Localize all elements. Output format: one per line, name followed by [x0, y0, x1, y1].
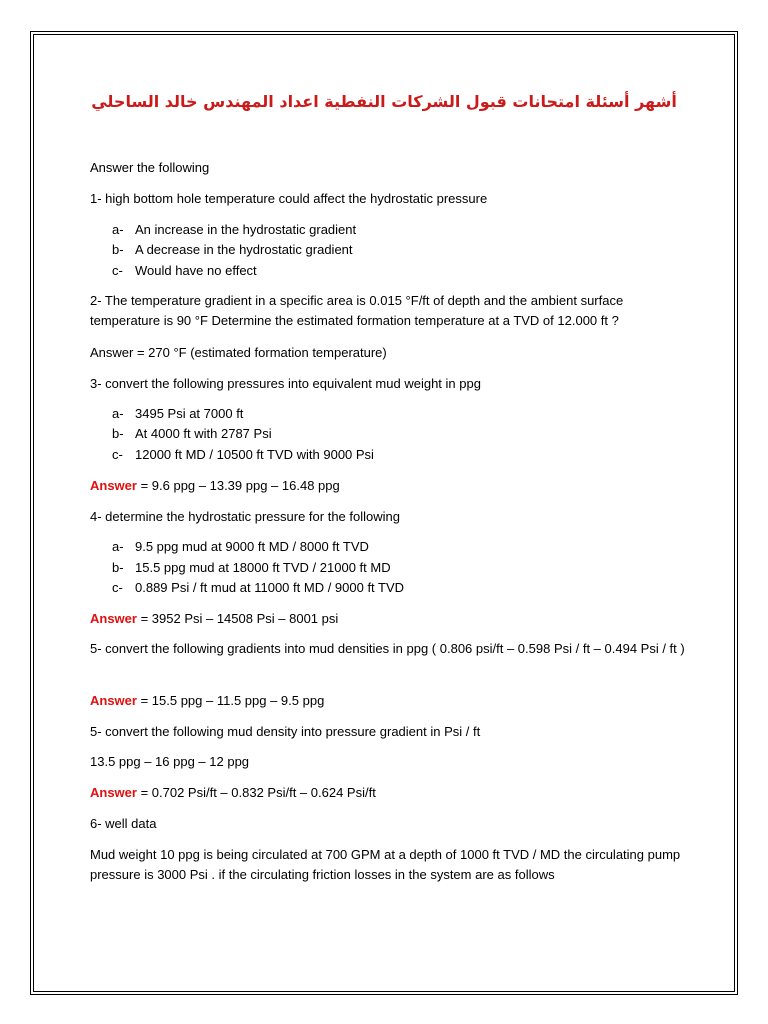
option-label: a-	[112, 539, 124, 554]
option-label: c-	[112, 580, 123, 595]
question-3-answer	[90, 476, 340, 496]
option-label: c-	[112, 447, 123, 462]
option-label: b-	[112, 426, 124, 441]
q4-option-c	[112, 578, 404, 598]
answer-text: = 3952 Psi – 14508 Psi – 8001 psi	[136, 611, 339, 626]
answer-text: = 15.5 ppg – 11.5 ppg – 9.5 ppg	[136, 693, 325, 708]
q1-option-c	[112, 261, 257, 281]
question-4: 4- determine the hydrostatic pressure for the following	[90, 509, 400, 524]
question-6-body: Mud weight 10 ppg is being circulated at 700 GPM at a depth of 1000 ft TVD / MD the circulating pump pressure is 3000 Psi . if the circulating friction losses in the system are as follows	[90, 847, 681, 882]
option-label: b-	[112, 242, 124, 257]
option-text: 0.889 Psi / ft mud at 11000 ft MD / 9000 ft TVD	[135, 580, 405, 595]
question-4-answer	[90, 609, 338, 629]
question-5b-values: 13.5 ppg – 16 ppg – 12 ppg	[90, 754, 250, 769]
option-text: 9.5 ppg mud at 9000 ft MD / 8000 ft TVD	[135, 539, 369, 554]
page-title: أشهر أسئلة امتحانات قبول الشركات النفطية اعداد المهندس خالد الساحلي	[91, 92, 677, 111]
question-1: 1- high bottom hole temperature could affect the hydrostatic pressure	[90, 191, 488, 206]
q4-option-b	[112, 558, 391, 578]
answer-text: = 0.702 Psi/ft – 0.832 Psi/ft – 0.624 Psi/ft	[136, 785, 376, 800]
option-text: 12000 ft MD / 10500 ft TVD with 9000 Psi	[135, 447, 374, 462]
option-label: a-	[112, 222, 124, 237]
answer-label: Answer	[90, 693, 137, 708]
option-text: An increase in the hydrostatic gradient	[135, 222, 357, 237]
option-label: a-	[112, 406, 124, 421]
option-label: c-	[112, 263, 123, 278]
question-5a: 5- convert the following gradients into mud densities in ppg ( 0.806 psi/ft – 0.598 Psi / ft – 0.494 Psi / ft )	[90, 641, 685, 656]
q1-option-b	[112, 240, 353, 260]
q3-option-c	[112, 445, 374, 465]
question-6: 6- well data	[90, 816, 157, 831]
q4-option-a	[112, 537, 369, 557]
option-text: 15.5 ppg mud at 18000 ft TVD / 21000 ft MD	[135, 560, 391, 575]
question-5a-answer	[90, 691, 324, 711]
q1-option-a	[112, 220, 356, 240]
answer-label: Answer	[90, 611, 137, 626]
question-2-answer: Answer = 270 °F (estimated formation temperature)	[90, 345, 387, 360]
option-label: b-	[112, 560, 124, 575]
answer-text: = 9.6 ppg – 13.39 ppg – 16.48 ppg	[136, 478, 340, 493]
q3-option-a	[112, 404, 243, 424]
q3-option-b	[112, 424, 272, 444]
question-3: 3- convert the following pressures into equivalent mud weight in ppg	[90, 376, 481, 391]
option-text: At 4000 ft with 2787 Psi	[135, 426, 272, 441]
option-text: 3495 Psi at 7000 ft	[135, 406, 244, 421]
question-5b-answer	[90, 783, 376, 803]
question-2: 2- The temperature gradient in a specific area is 0.015 °F/ft of depth and the ambient surface temperature is 90 °F Determine the estimated formation temperature at a TVD of 12.000 ft ?	[90, 293, 624, 328]
answer-label: Answer	[90, 785, 137, 800]
intro-text: Answer the following	[90, 160, 210, 175]
option-text: A decrease in the hydrostatic gradient	[135, 242, 353, 257]
option-text: Would have no effect	[135, 263, 257, 278]
answer-label: Answer	[90, 478, 137, 493]
question-5b: 5- convert the following mud density into pressure gradient in Psi / ft	[90, 724, 481, 739]
